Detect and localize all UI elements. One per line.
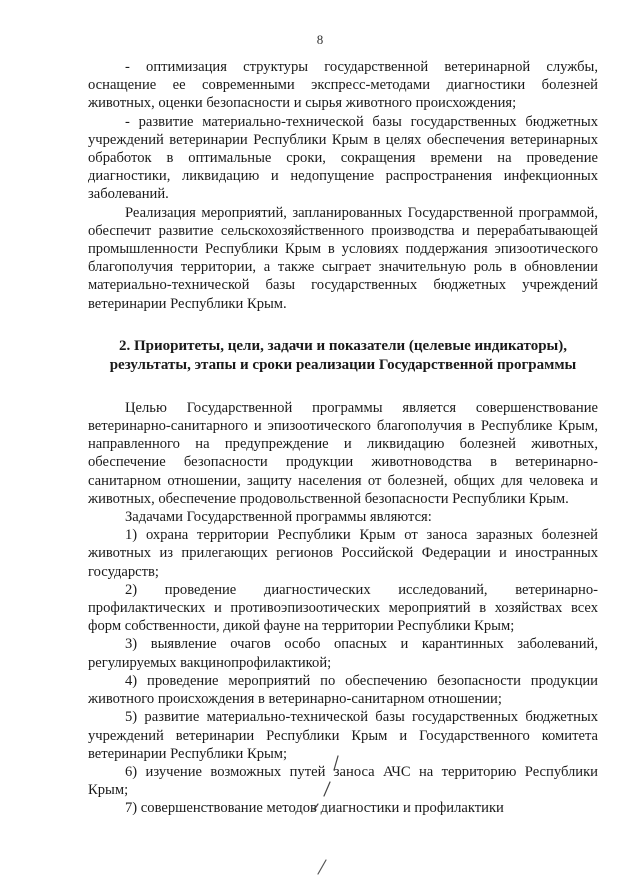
goal-paragraph: Целью Государственной программы является совершенствование ветеринарно-санитарного и эпизоотического благополучия в Республике Крым, направленного на предупреждение и ликвидацию болезней животных, обеспечение безопасности продукции животноводства в ветеринарно-санитарном отношении, защиту населения от болезней, общих для человека и животных, обеспечение продовольственной безопасности Республики Крым. [88, 399, 598, 507]
intro-paragraph-1: - оптимизация структуры государственной ветеринарной службы, оснащение ее современными экспресс-методами диагностики болезней животных, оценки безопасности и сырья животного происхождения; [88, 59, 598, 112]
task-item-6: 6) изучение возможных путей заноса АЧС на территорию Республики Крым; [88, 763, 598, 799]
page-body [88, 58, 598, 818]
task-item-3: 3) выявление очагов особо опасных и карантинных заболеваний, регулируемых вакцинопрофилактикой; [88, 636, 598, 671]
intro-paragraph-3: Реализация мероприятий, запланированных Государственной программой, обеспечит развитие сельскохозяйственного производства и перерабатывающей промышленности Республики Крым в условиях поддержания эпизоотического благополучия территории, а также сыграет значительную роль в обновлении материально-технической базы государственных бюджетных учреждений ветеринарии Республики Крым. [88, 204, 598, 312]
task-item-2: 2) проведение диагностических исследований, ветеринарно-профилактических и противоэпизоотических мероприятий в хозяйствах всех форм собственности, дикой фауне на территории Республики Крым; [88, 581, 598, 635]
task-item-4: 4) проведение мероприятий по обеспечению безопасности продукции животного происхождения в ветеринарно-санитарном отношении; [88, 672, 598, 708]
task-item-1: 1) охрана территории Республики Крым от заноса заразных болезней животных из прилегающих регионов Российской Федерации и иностранных государств; [88, 527, 598, 580]
page-number: 8 [316, 32, 324, 47]
task-item-5: 5) развитие материально-технической базы государственных бюджетных учреждений ветеринарии Республики Крым и Государственного комитета ветеринарии Республики Крым; [88, 709, 598, 762]
intro-paragraph-2: - развитие материально-технической базы государственных бюджетных учреждений ветеринарии Республики Крым в целях обеспечения ветеринарных обработок в оптимальные сроки, сокращения времени на проведение диагностики, ликвидацию и недопущение распространения инфекционных заболеваний. [88, 113, 598, 203]
section-title: 2. Приоритеты, цели, задачи и показатели (целевые индикаторы), результаты, этапы и сроки реализации Государственной программы [109, 337, 577, 373]
pen-tick-mark [312, 858, 332, 878]
tasks-intro: Задачами Государственной программы являются: [125, 509, 432, 526]
task-item-7: 7) совершенствование методов диагностики и профилактики [125, 800, 504, 817]
